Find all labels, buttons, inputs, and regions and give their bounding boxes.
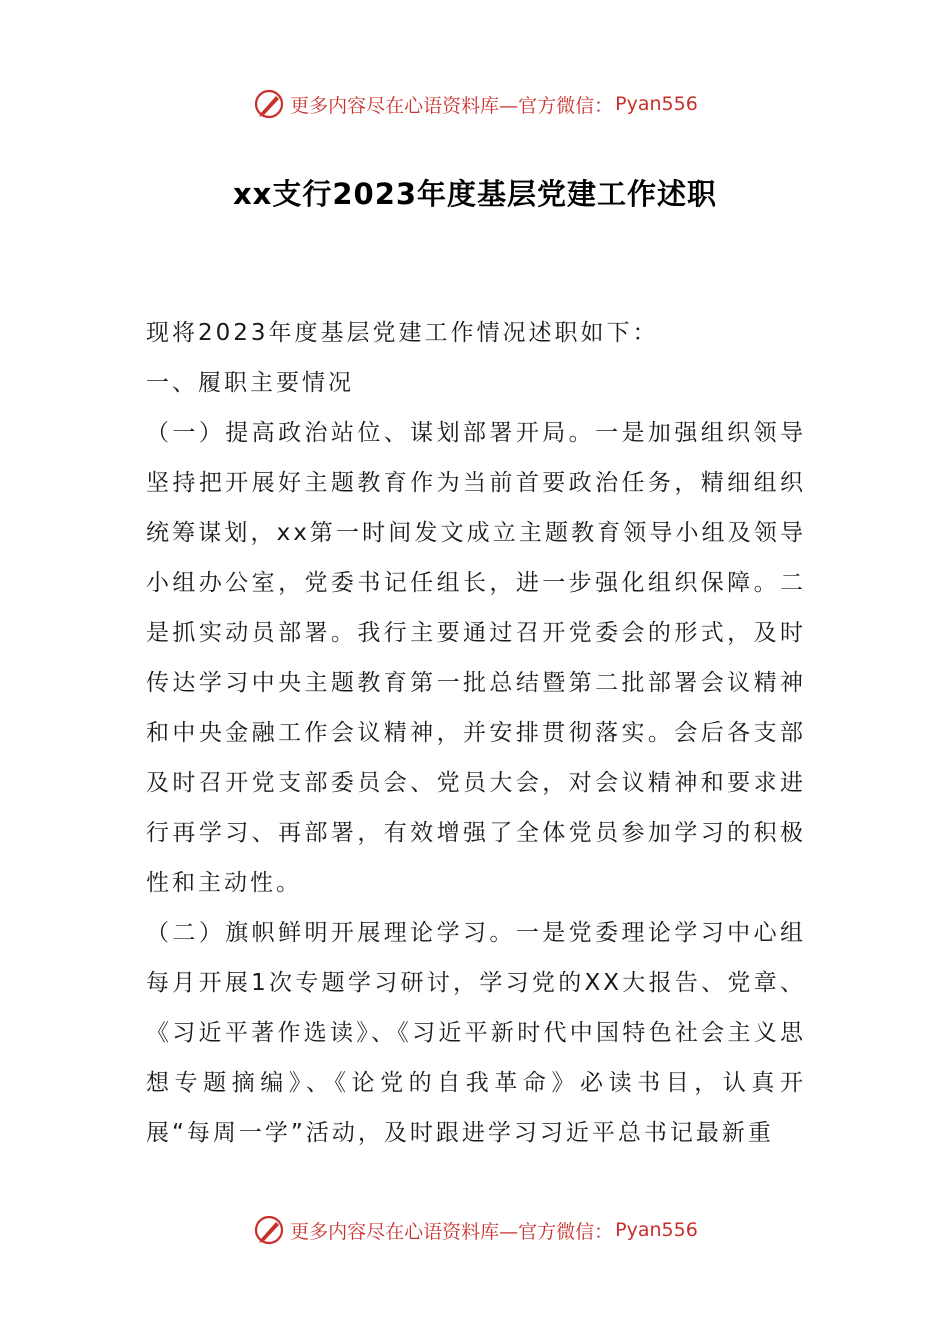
pen-logo-icon [252, 87, 286, 121]
header-watermark [0, 84, 950, 124]
paragraph-section-2: （二）旗帜鲜明开展理论学习。一是党委理论学习中心组每月开展1次专题学习研讨，学习党的XX大报告、党章、《习近平著作选读》、《习近平新时代中国特色社会主义思想专题摘编》、《论党的自我革命》必读书目，认真开展“每周一学”活动，及时跟进学习习近平总书记最新重 [146, 920, 806, 1146]
watermark-wechat-id: Pyan556 [615, 93, 698, 115]
document-title: xx支行2023年度基层党建工作述职 [232, 177, 718, 211]
document-body [146, 308, 806, 1158]
pen-logo-icon [252, 1213, 286, 1247]
paragraph-section-1: （一）提高政治站位、谋划部署开局。一是加强组织领导坚持把开展好主题教育作为当前首要政治任务，精细组织统筹谋划，xx第一时间发文成立主题教育领导小组及领导小组办公室，党委书记任组长，进一步强化组织保障。二是抓实动员部署。我行主要通过召开党委会的形式，及时传达学习中央主题教育第一批总结暨第二批部署会议精神和中央金融工作会议精神，并安排贯彻落实。会后各支部及时召开党支部委员会、党员大会，对会议精神和要求进行再学习、再部署，有效增强了全体党员参加学习的积极性和主动性。 [146, 420, 806, 896]
watermark-text: 更多内容尽在心语资料库—官方微信： [290, 1220, 614, 1243]
paragraph-intro: 现将2023年度基层党建工作情况述职如下： [146, 320, 659, 346]
footer-watermark [0, 1210, 950, 1250]
watermark-text: 更多内容尽在心语资料库—官方微信： [290, 94, 614, 117]
section-heading: 一、履职主要情况 [146, 370, 354, 396]
watermark-wechat-id: Pyan556 [615, 1219, 698, 1241]
